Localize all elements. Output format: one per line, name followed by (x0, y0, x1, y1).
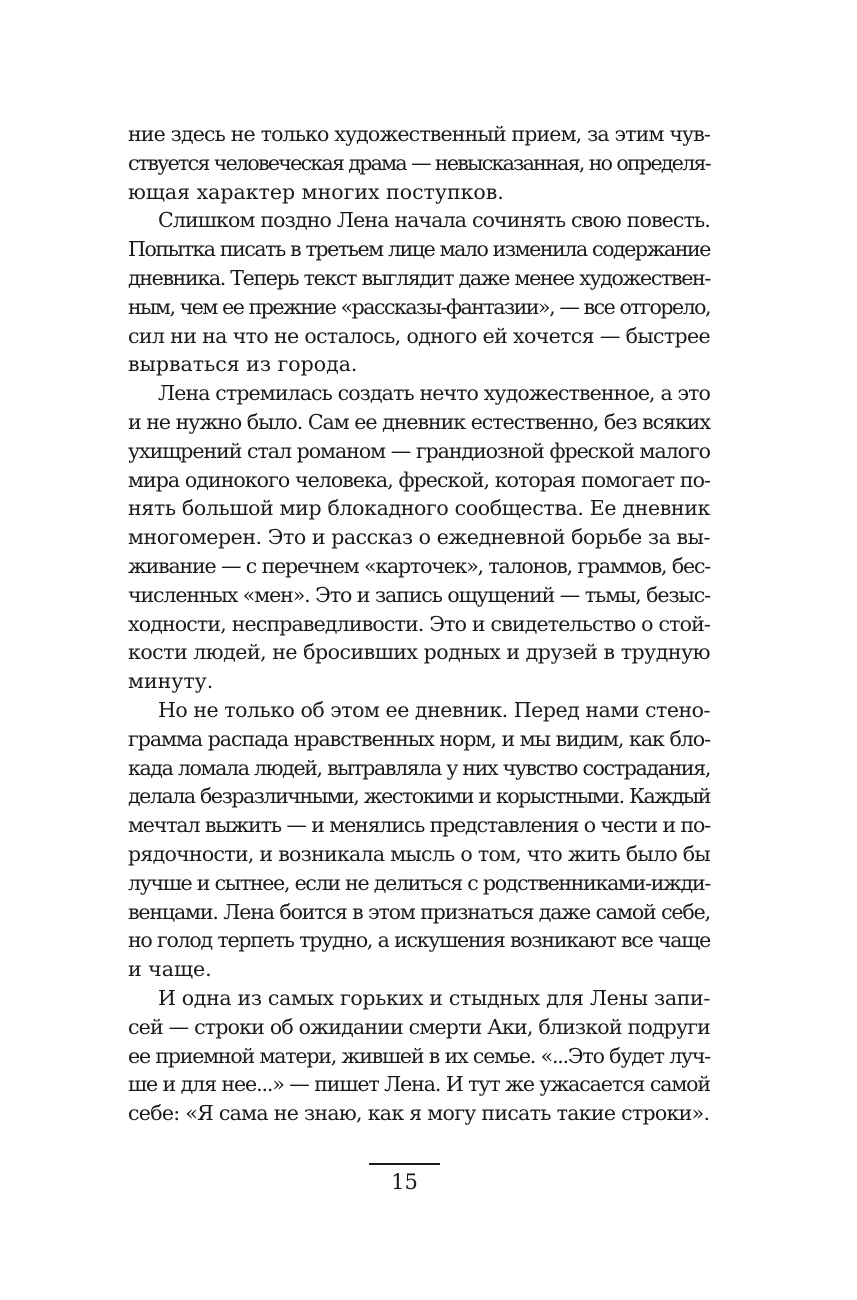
text-line: и чаще. (128, 957, 212, 982)
page-number: 15 (391, 1170, 418, 1194)
text-line: Слишком поздно Лена начала сочинять свою повесть. (158, 208, 710, 233)
paragraph (128, 120, 710, 206)
text-line: живание — с перечнем «карточек», талонов, граммов, бес- (128, 553, 710, 578)
text-line: дневника. Теперь текст выглядит даже менее художествен- (128, 265, 710, 290)
text-line: ющая характер многих поступков. (128, 179, 504, 204)
text-line: сей — строки об ожидании смерти Аки, близкой подруги (128, 1014, 710, 1039)
text-line: сил ни на что не осталось, одного ей хочется — быстрее (128, 323, 710, 348)
text-line: Попытка писать в третьем лице мало изменила содержание (128, 237, 710, 262)
text-line: численных «мен». Это и запись ощущений — тьмы, безыс- (128, 582, 710, 607)
text-line: минуту. (128, 669, 214, 694)
text-line: ходности, несправедливости. Это и свидетельство о стой- (128, 611, 710, 636)
text-line: венцами. Лена боится в этом признаться даже самой себе, (128, 899, 710, 924)
paragraph (128, 696, 710, 984)
text-line: ее приемной матери, жившей в их семье. «...Это будет луч- (128, 1043, 710, 1068)
text-line: мира одинокого человека, фреской, которая помогает по- (128, 467, 710, 492)
text-line: грамма распада нравственных норм, и мы видим, как бло- (128, 726, 710, 751)
text-line: мечтал выжить — и менялись представления о чести и по- (128, 813, 710, 838)
text-line: лучше и сытнее, если не делиться с родственниками-ижди- (128, 870, 710, 895)
text-line: делала безразличными, жестокими и корыстными. Каждый (128, 784, 710, 809)
body-text (128, 120, 710, 1128)
text-line: многомерен. Это и рассказ о ежедневной борьбе за вы- (128, 525, 710, 550)
text-line: но голод терпеть трудно, а искушения возникают все чаще (128, 928, 710, 953)
text-line: нять большой мир блокадного сообщества. Ее дневник (128, 496, 710, 521)
text-line: И одна из самых горьких и стыдных для Лены запи- (158, 985, 710, 1010)
text-line: ние здесь не только художественный прием, за этим чув- (128, 122, 710, 146)
text-line: кости людей, не бросивших родных и друзей в трудную (128, 640, 710, 665)
text-line: ным, чем ее прежние «рассказы-фантазии», — все отгорело, (128, 294, 710, 319)
text-line: ухищрений стал романом — грандиозной фреской малого (128, 438, 710, 463)
text-line: ствуется человеческая драма — невысказанная, но определя- (128, 150, 710, 175)
page-number-rule (369, 1163, 440, 1165)
text-line: вырваться из города. (128, 352, 358, 377)
text-line: и не нужно было. Сам ее дневник естественно, без всяких (128, 409, 710, 434)
text-line: Но не только об этом ее дневник. Перед нами стено- (158, 697, 710, 722)
paragraph (128, 379, 710, 696)
text-line: себе: «Я сама не знаю, как я могу писать такие строки». (128, 1101, 710, 1126)
paragraph (128, 984, 710, 1128)
text-line: рядочности, и возникала мысль о том, что жить было бы (128, 841, 710, 866)
paragraph (128, 206, 710, 379)
text-line: ше и для нее...» — пишет Лена. И тут же ужасается самой (128, 1072, 710, 1097)
text-line: када ломала людей, вытравляла у них чувство сострадания, (128, 755, 710, 780)
text-line: Лена стремилась создать нечто художественное, а это (158, 381, 710, 406)
